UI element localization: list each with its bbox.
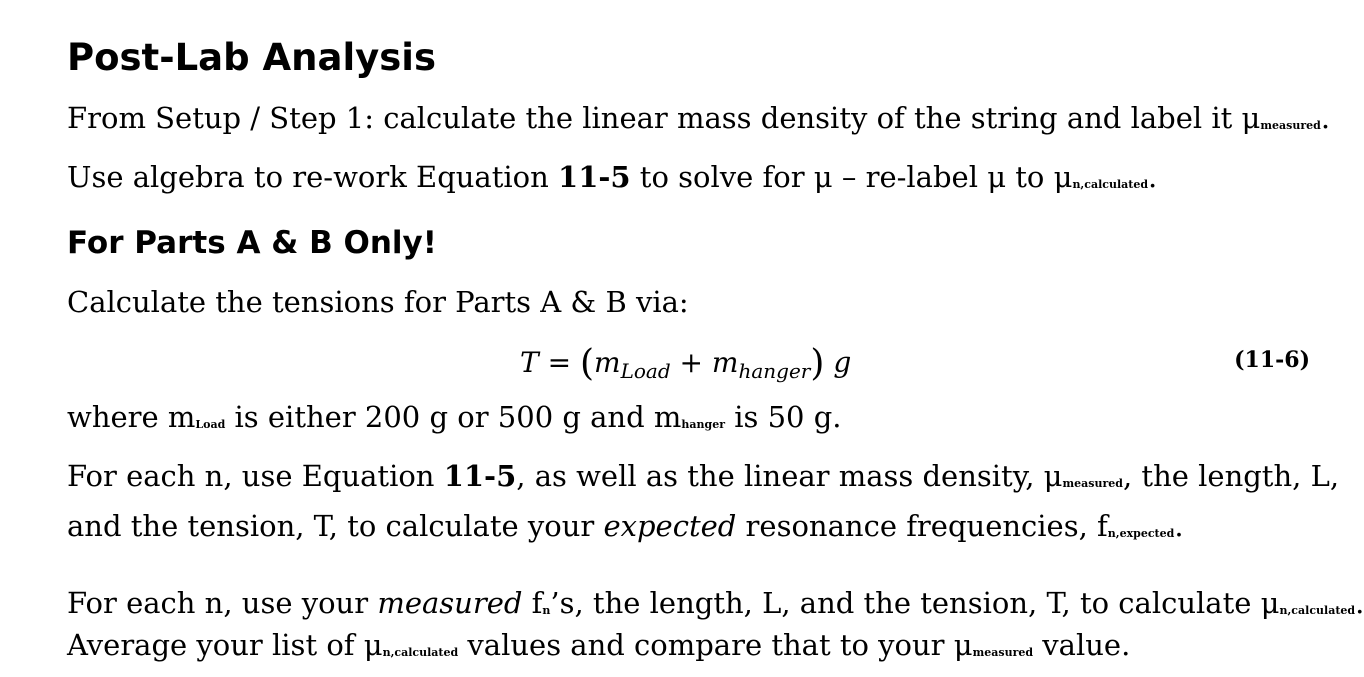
expected-freq-line2 <box>67 509 1184 543</box>
mu-calculated-subscript-3: n,calculated <box>382 646 459 659</box>
calc-text-b: f <box>522 586 543 620</box>
rework-end: . <box>1148 160 1158 194</box>
equation-reference: 11-5 <box>558 160 631 194</box>
mu-calculated-subscript-2: n,calculated <box>1279 604 1356 617</box>
fn-subscript: n <box>542 604 551 617</box>
eq-load-subscript: Load <box>620 359 671 383</box>
equation-number: (11-6) <box>1234 347 1310 373</box>
instruction-step1 <box>67 101 1331 135</box>
avg-text-a: Average your list of μ <box>67 628 383 662</box>
avg-text-c: value. <box>1033 628 1131 662</box>
mass-text-b: is either 200 g or 500 g and m <box>225 400 682 434</box>
mass-values <box>67 400 842 434</box>
calc-end: . <box>1355 586 1364 620</box>
calc-text-c: ’s, the length, L, and the tension, T, to calculate μ <box>550 586 1280 620</box>
mu-measured-subscript: measured <box>1260 119 1321 132</box>
eq-hanger-subscript: hanger <box>738 359 811 383</box>
f-expected-subscript: n,expected <box>1107 527 1175 540</box>
instruction-rework <box>67 160 1158 194</box>
expected-freq-line1 <box>67 459 1340 493</box>
tension-equation <box>520 340 851 383</box>
eq-equals: = <box>547 346 572 379</box>
eq-close-paren: ) <box>810 343 825 384</box>
calculated-mu-line2 <box>67 628 1131 662</box>
eq-m-load: m <box>594 346 621 379</box>
page-title: Post-Lab Analysis <box>67 36 436 79</box>
expected-text-a: For each n, use Equation <box>67 459 444 493</box>
mass-text-a: where m <box>67 400 196 434</box>
tension-intro: Calculate the tensions for Parts A & B via: <box>67 285 689 319</box>
mu-calculated-subscript: n,calculated <box>1072 178 1149 191</box>
calc-text-a: For each n, use your <box>67 586 378 620</box>
expected-text-d: and the tension, T, to calculate your <box>67 509 604 543</box>
expected-emphasis: expected <box>603 509 737 543</box>
load-subscript: Load <box>195 418 226 431</box>
section-heading-parts: For Parts A & B Only! <box>67 225 437 261</box>
rework-text-b: to solve for μ – re-label μ to μ <box>630 160 1073 194</box>
hanger-subscript: hanger <box>681 418 726 431</box>
expected-end: . <box>1174 509 1184 543</box>
eq-m-hanger: m <box>711 346 739 379</box>
eq-open-paren: ( <box>579 343 595 384</box>
mu-measured-subscript-2: measured <box>1062 477 1123 490</box>
mass-text-c: is 50 g. <box>725 400 842 434</box>
measured-emphasis: measured <box>377 586 523 620</box>
eq-plus: + <box>679 346 704 379</box>
eq-lhs: T <box>520 346 539 379</box>
expected-text-b: , as well as the linear mass density, μ <box>516 459 1063 493</box>
expected-text-c: , the length, L, <box>1122 459 1340 493</box>
eq-g: g <box>833 346 852 379</box>
rework-text-a: Use algebra to re-work Equation <box>67 160 559 194</box>
mu-measured-subscript-3: measured <box>972 646 1034 659</box>
equation-reference-2: 11-5 <box>443 459 517 493</box>
calculated-mu-line1 <box>67 586 1364 620</box>
step1-end: . <box>1320 101 1331 135</box>
avg-text-b: values and compare that to your μ <box>458 628 973 662</box>
expected-text-e: resonance frequencies, f <box>736 509 1108 543</box>
step1-text: From Setup / Step 1: calculate the linear mass density of the string and label it μ <box>67 101 1261 135</box>
